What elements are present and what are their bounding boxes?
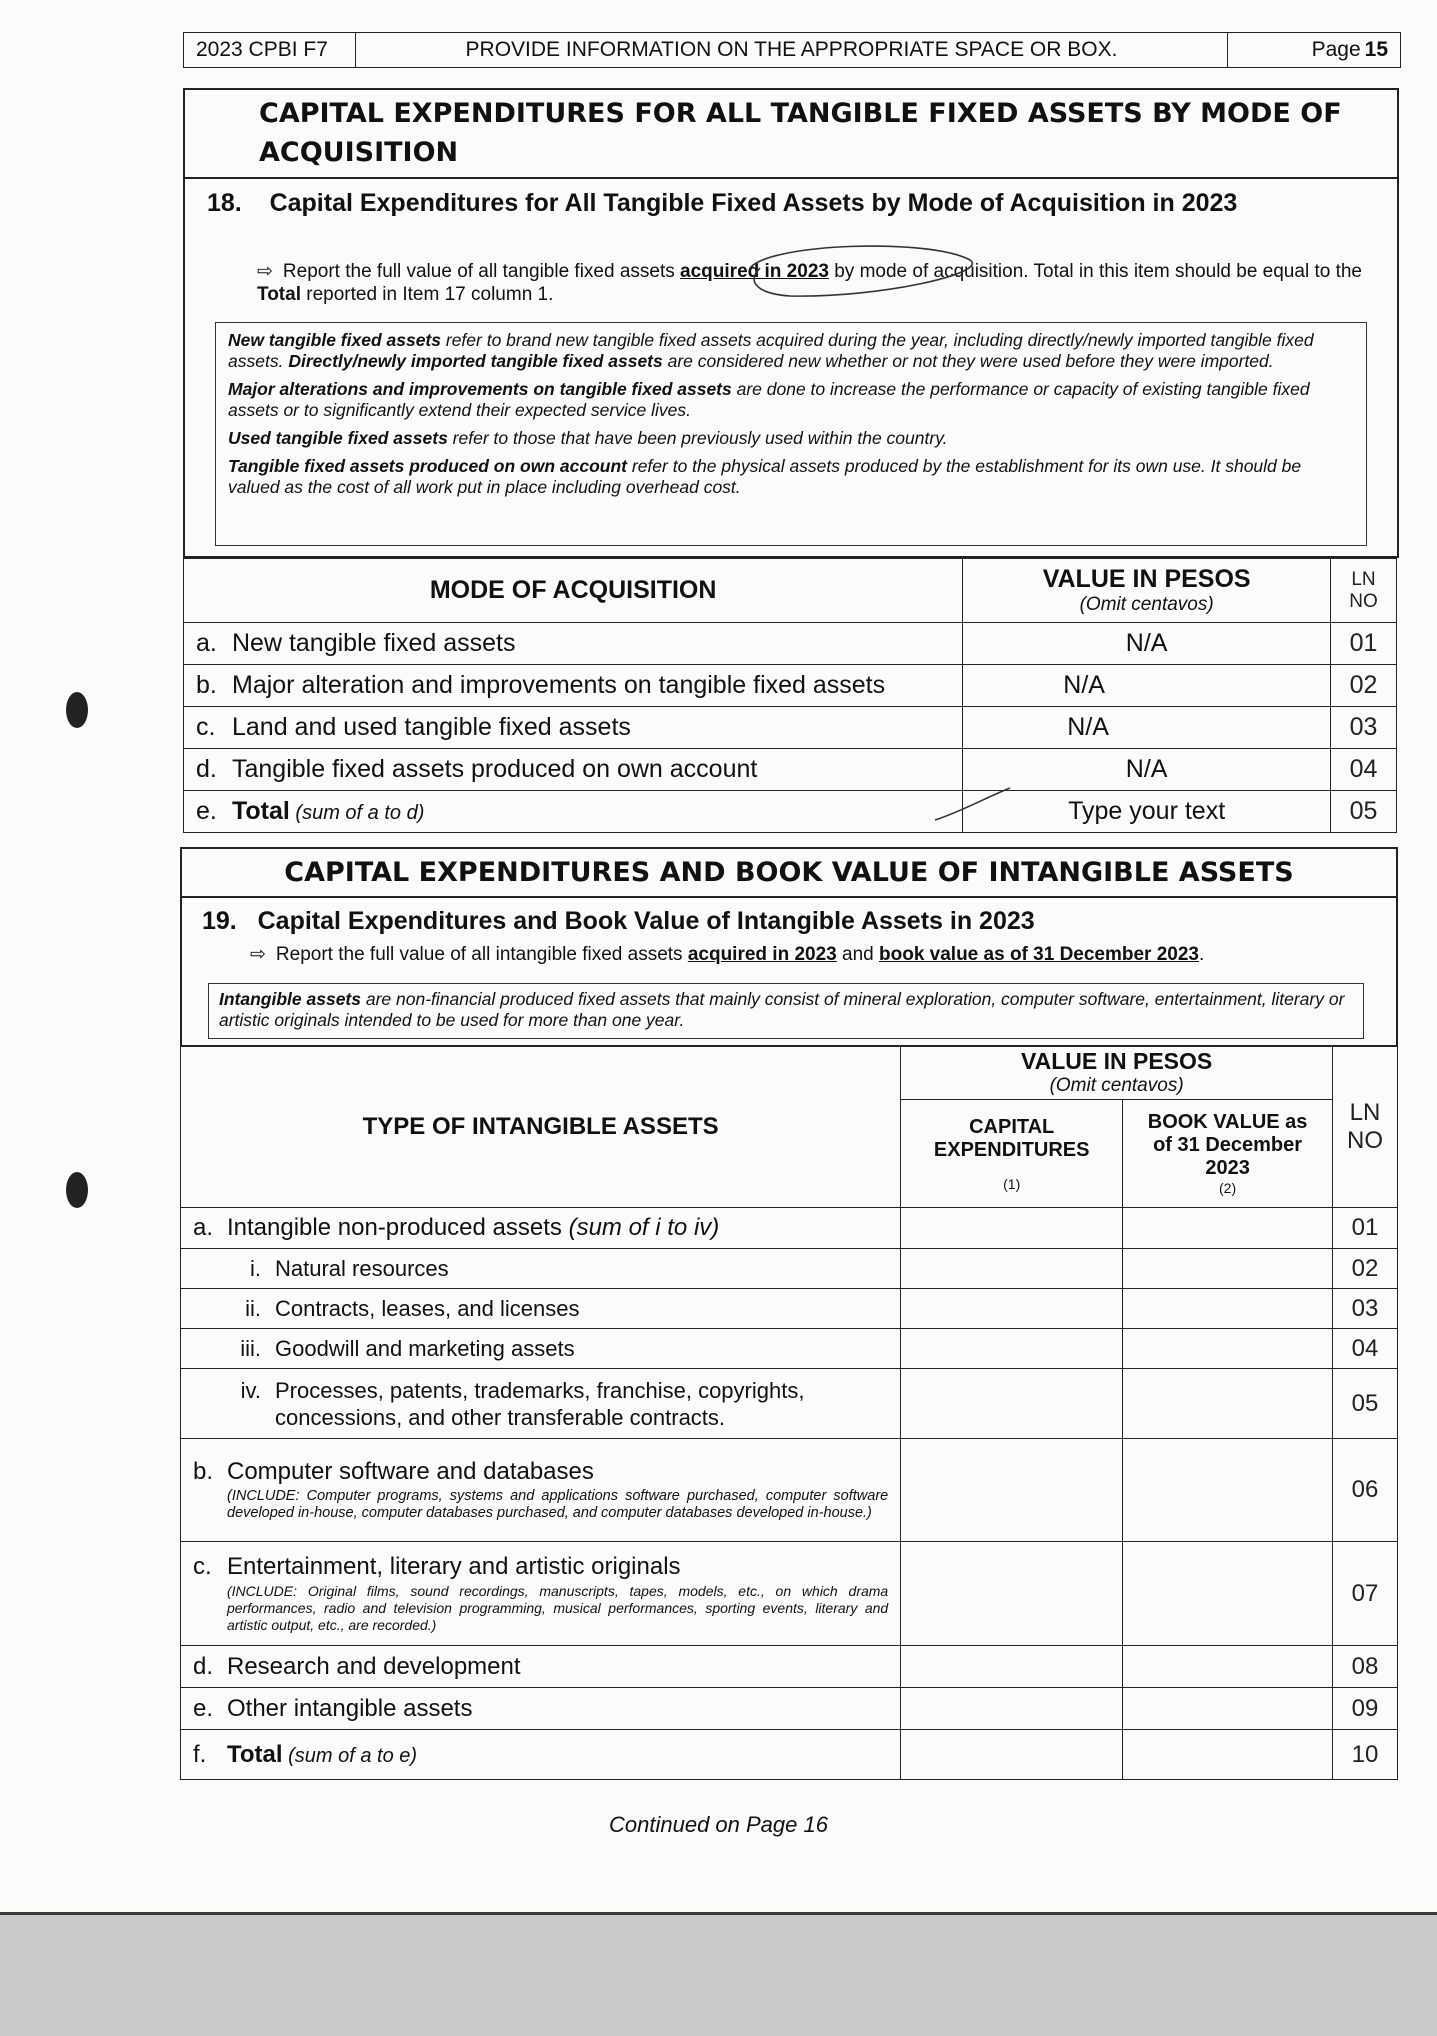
book-value-field[interactable] [1123, 1439, 1333, 1542]
scan-background [0, 1915, 1437, 2036]
capex-field[interactable] [901, 1646, 1123, 1688]
continued-note: Continued on Page 16 [609, 1812, 828, 1837]
table-row: iv. Processes, patents, trademarks, franchise, copyrights, concessions, and other transferable contracts. 05 [181, 1369, 1398, 1439]
item-title: 19. Capital Expenditures and Book Value of Intangible Assets in 2023 [202, 907, 1035, 935]
section-19 [180, 847, 1398, 1047]
book-value-field[interactable] [1123, 1249, 1333, 1289]
capex-field[interactable] [901, 1730, 1123, 1780]
item-title: 18. Capital Expenditures for All Tangible Fixed Assets by Mode of Acquisition in 2023 [207, 189, 1238, 217]
capex-field[interactable] [901, 1688, 1123, 1730]
definitions-box: Intangible assets are non-financial produced fixed assets that mainly consist of mineral exploration, computer software, entertainment, literary or artistic originals intended to be used for more than one year. [208, 983, 1364, 1039]
form-code: 2023 CPBI F7 [184, 33, 356, 67]
col-header-value: VALUE IN PESOS (Omit centavos) [901, 1046, 1333, 1100]
definition: Major alterations and improvements on tangible fixed assets are done to increase the performance or capacity of existing tangible fixed assets or to significantly extend their expected service lives. [228, 379, 1310, 420]
table-row: ii. Contracts, leases, and licenses 03 [181, 1289, 1398, 1329]
total-value-field[interactable]: Type your text [963, 791, 1331, 833]
col-header-mode: MODE OF ACQUISITION [184, 559, 963, 623]
book-value-field[interactable] [1123, 1329, 1333, 1369]
book-value-field[interactable] [1123, 1289, 1333, 1329]
instruction-bullet: ⇨ Report the full value of all intangible fixed assets acquired in 2023 and book value as of 31 December 2023. [250, 944, 1205, 965]
capex-field[interactable] [901, 1208, 1123, 1249]
table-row: a. Intangible non-produced assets (sum of i to iv) 01 [181, 1208, 1398, 1249]
value-field[interactable]: N/A [963, 623, 1331, 665]
col-header-capex: CAPITAL EXPENDITURES (1) [901, 1100, 1123, 1208]
header-instruction: PROVIDE INFORMATION ON THE APPROPRIATE SPACE OR BOX. [356, 33, 1228, 67]
section-title: CAPITAL EXPENDITURES AND BOOK VALUE OF INTANGIBLE ASSETS [284, 857, 1294, 888]
definition: Used tangible fixed assets refer to those that have been previously used within the country. [228, 428, 948, 448]
col-header-ln: LN NO [1333, 1046, 1398, 1208]
capex-field[interactable] [901, 1329, 1123, 1369]
table-row: iii. Goodwill and marketing assets 04 [181, 1329, 1398, 1369]
table-row: b. Computer software and databases (INCLUDE: Computer programs, systems and applications software purchased, computer software developed in-house, computer databases purchased, and computer databases developed in-house.) 06 [181, 1439, 1398, 1542]
table-row: e. Other intangible assets 09 [181, 1688, 1398, 1730]
definition: New tangible fixed assets refer to brand new tangible fixed assets acquired during the year, including directly/newly imported tangible fixed assets. Directly/newly imported tangible fixed assets are considered new whether or not they were used before they were imported. [228, 330, 1314, 371]
value-field[interactable]: N/A [963, 707, 1331, 749]
table-row-total: f. Total (sum of a to e) 10 [181, 1730, 1398, 1780]
arrow-icon: ⇨ [250, 944, 266, 965]
capex-field[interactable] [901, 1369, 1123, 1439]
value-field[interactable]: N/A [963, 749, 1331, 791]
section-title: CAPITAL EXPENDITURES FOR ALL TANGIBLE FIXED ASSETS BY MODE OF ACQUISITION [259, 98, 1342, 168]
arrow-icon: ⇨ [257, 261, 273, 282]
table-row: d. Research and development 08 [181, 1646, 1398, 1688]
section-18 [183, 88, 1399, 558]
definitions-box [215, 322, 1367, 546]
col-header-ln: LN NO [1331, 559, 1397, 623]
col-header-type: TYPE OF INTANGIBLE ASSETS [181, 1046, 901, 1208]
table-mode-of-acquisition [183, 558, 1397, 833]
book-value-field[interactable] [1123, 1369, 1333, 1439]
col-header-book-value: BOOK VALUE as of 31 December 2023 (2) [1123, 1100, 1333, 1208]
table-intangible-assets [180, 1045, 1398, 1780]
book-value-field[interactable] [1123, 1646, 1333, 1688]
page-header [183, 32, 1401, 68]
table-row: c. Land and used tangible fixed assets N/A 03 [184, 707, 1397, 749]
punch-hole [66, 692, 88, 728]
book-value-field[interactable] [1123, 1730, 1333, 1780]
capex-field[interactable] [901, 1289, 1123, 1329]
capex-field[interactable] [901, 1542, 1123, 1646]
table-row-total: e. Total (sum of a to d) Type your text 05 [184, 791, 1397, 833]
definition: Tangible fixed assets produced on own account refer to the physical assets produced by the establishment for its own use. It should be valued as the cost of all work put in place including overhead cost. [228, 456, 1302, 497]
punch-hole [66, 1172, 88, 1208]
instruction-bullet: ⇨ Report the full value of all tangible fixed assets acquired in 2023 by mode of acquisition. Total in this item should be equal to the Total reported in Item 17 column 1. [257, 261, 1362, 305]
table-row: b. Major alteration and improvements on tangible fixed assets N/A 02 [184, 665, 1397, 707]
table-row: c. Entertainment, literary and artistic originals (INCLUDE: Original films, sound recordings, manuscripts, tapes, models, etc., on which drama performances, radio and television programming, musical performances, sporting events, literary and artistic output, etc., are recorded.) 07 [181, 1542, 1398, 1646]
capex-field[interactable] [901, 1249, 1123, 1289]
value-field[interactable]: N/A [963, 665, 1331, 707]
book-value-field[interactable] [1123, 1208, 1333, 1249]
page-number: Page 15 [1311, 38, 1388, 61]
col-header-value: VALUE IN PESOS (Omit centavos) [963, 559, 1331, 623]
capex-field[interactable] [901, 1439, 1123, 1542]
table-row: d. Tangible fixed assets produced on own account N/A 04 [184, 749, 1397, 791]
table-row: a. New tangible fixed assets N/A 01 [184, 623, 1397, 665]
book-value-field[interactable] [1123, 1542, 1333, 1646]
book-value-field[interactable] [1123, 1688, 1333, 1730]
table-row: i. Natural resources 02 [181, 1249, 1398, 1289]
